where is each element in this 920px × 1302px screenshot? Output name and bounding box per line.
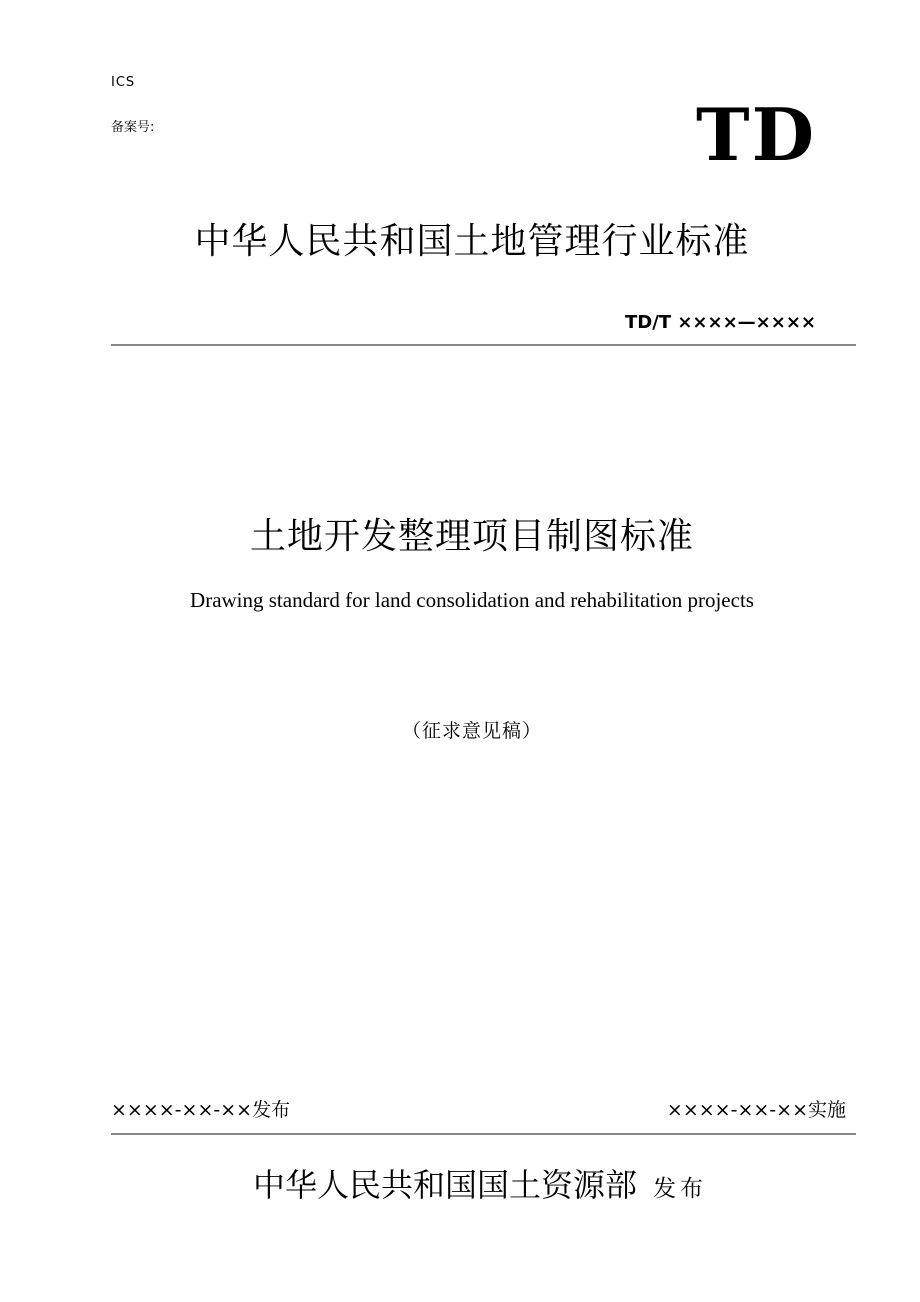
industry-standard-title: 中华人民共和国土地管理行业标准: [194, 221, 750, 262]
issuer-name: 中华人民共和国国土资源部: [252, 1166, 637, 1204]
document-title-cn: 土地开发整理项目制图标准: [249, 516, 694, 557]
header-divider: [111, 344, 856, 346]
footer-divider: [111, 1133, 856, 1135]
implement-date: ××××-××-××实施: [666, 1099, 846, 1121]
issuer-line: [0, 1160, 920, 1206]
draft-label: （征求意见稿）: [401, 720, 542, 742]
standard-code: TD/T ××××—××××: [625, 312, 816, 333]
issuer-suffix: 发布: [653, 1176, 707, 1202]
filing-number-label: 备案号:: [111, 120, 155, 135]
document-title-en: Drawing standard for land consolidation and rehabilitation projects: [190, 588, 754, 612]
publish-date: ××××-××-××发布: [111, 1099, 291, 1121]
td-logo: TD: [695, 92, 816, 177]
ics-label: ICS: [111, 75, 136, 90]
